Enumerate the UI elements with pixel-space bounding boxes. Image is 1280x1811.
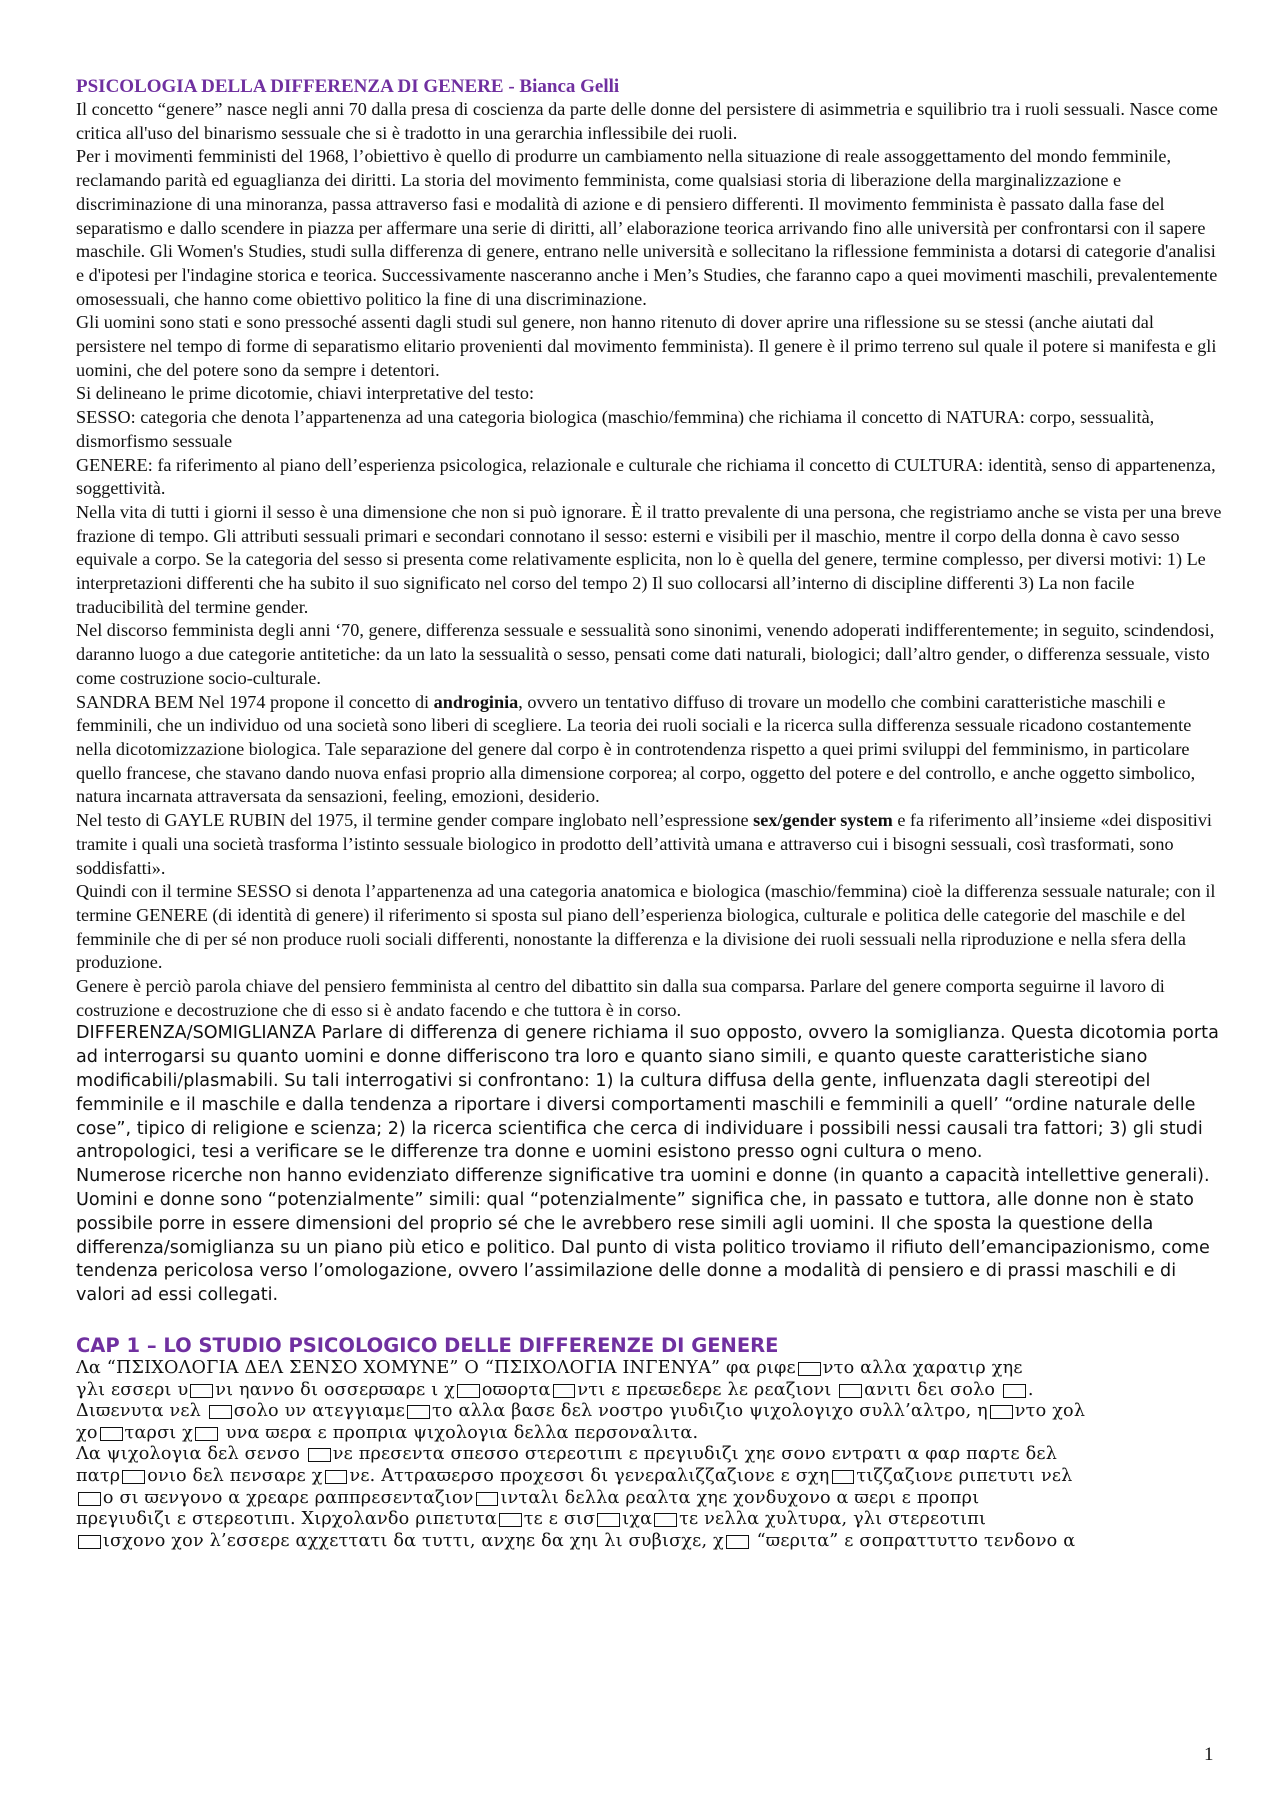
missing-glyph-box: [990, 1405, 1013, 1419]
page-number: 1: [1204, 1744, 1214, 1765]
page-content: [76, 76, 1226, 1552]
missing-glyph-box: [78, 1492, 101, 1506]
missing-glyph-box: [553, 1384, 576, 1398]
paragraph: GENERE: fa riferimento al piano dell’esperienza psicologica, relazionale e culturale che richiama il concetto di CULTURA: identità, senso di appartenenza, soggettività.: [76, 454, 1216, 499]
garbled-line: γλι εσσερι υ νι ηαννο δι οσσερϖαρε ι χ οϖορτα ντι ε πρεϖεδερε λε ρεαζιονι ανιτι δει σολο .: [76, 1379, 1034, 1400]
garbled-line: πρεγιυδιζι ε στερεοτιπι. Χιρχολανδο ριπετυτα τε ε σισ ιχα τε νελλα χυλτυρα, γλι στερεοτιπι: [76, 1509, 987, 1530]
missing-glyph-box: [798, 1362, 821, 1376]
missing-glyph-box: [1003, 1384, 1026, 1398]
paragraph: Si delineano le prime dicotomie, chiavi interpretative del testo:: [76, 383, 535, 404]
missing-glyph-box: [597, 1513, 620, 1527]
paragraph: DIFFERENZA/SOMIGLIANZA Parlare di differenza di genere richiama il suo opposto, ovvero la somiglianza. Questa dicotomia porta ad interrogarsi su quanto uomini e donne differiscono tra loro e quanto siano simili, e quanto queste caratteristiche siano modificabili/plasmabili. Su tali interrogativi si confrontano: 1) la cultura diffusa della gente, influenzata dagli stereotipi del femminile e il maschile e dalla tendenza a riportare i diversi comportamenti maschili e femminili a quell’ “ordine naturale delle: [76, 1023, 1219, 1115]
missing-glyph-box: [839, 1384, 862, 1398]
missing-glyph-box: [476, 1492, 499, 1506]
paragraph: Numerose ricerche non hanno evidenziato differenze significative tra uomini e donne (in quanto a capacità intellettive generali). Uomini e donne sono “potenzialmente” simili: qual “potenzialmente” significa che, in passato e tuttora, alle donne non è stato possibile porre in essere dimensioni del proprio sé che le avrebbero rese simili agli uomini. Il che sposta la questione della differenza/somiglianza su un piano più etico e politico. Dal punto di vista politico troviamo il rifiuto dell’emancipazionismo, come tendenza pericolosa verso l’omologazione, ovvero l’assimilazione delle donne a modalità di pensiero e di prassi maschili e di valori ad essi collegati.: [76, 1166, 1210, 1306]
chapter-title: CAP 1 – LO STUDIO PSICOLOGICO DELLE DIFFERENZE DI GENERE: [76, 1333, 779, 1357]
missing-glyph-box: [499, 1513, 522, 1527]
missing-glyph-box: [122, 1470, 145, 1484]
missing-glyph-box: [407, 1405, 430, 1419]
missing-glyph-box: [832, 1470, 855, 1484]
document-title: PSICOLOGIA DELLA DIFFERENZA DI GENERE - Bianca Gelli: [76, 76, 620, 97]
missing-glyph-box: [457, 1384, 480, 1398]
missing-glyph-box: [195, 1427, 218, 1441]
paragraph: Genere è perciò parola chiave del pensiero femminista al centro del dibattito sin dalla sua comparsa. Parlare del genere comporta seguirne il lavoro di costruzione e decostruzione che di esso si è andato facendo e che tuttora è in corso.: [76, 976, 1165, 1020]
term-sex-gender-system: sex/gender system: [753, 810, 893, 831]
garbled-line: ισχονο χον λ’εσσερε αχχεττατι δα τυττι, ανχηε δα χηι λι συβισχε, χ “ϖεριτα” ε σοπραττυττο τενδονο α: [76, 1531, 1226, 1553]
paragraph-bem: SANDRA BEM Nel 1974 propone il concetto di androginia, ovvero un tentativo diffuso di trovare un modello che combini caratteristiche maschili e femminili, che un individuo od una società sono liberi di scegliere. La teoria dei ruoli sociali e la ricerca sulla differenza sessuale ricadono costantemente nella dicotomizzazione biologica. Tale separazione del genere dal corpo è in controtendenza rispetto a quei primi sviluppi del femminismo, in particolare quello francese, che stavano dando nuova enfasi proprio alla dimensione corporea; al corpo, oggetto del potere e del controllo, e anche oggetto simbolico, natura incarnata attraversata da sensazioni, feeling, emozioni, desiderio.: [76, 691, 1196, 807]
paragraph: Nel discorso femminista degli anni ‘70, genere, differenza sessuale e sessualità sono sinonimi, venendo adoperati indifferentemente; in seguito, scindendosi, daranno luogo a due categorie antitetiche: da un lato la sessualità o sesso, pensati come dati naturali, biologici; dall’altro gender, o differenza sessuale, visto come costruzione socio-culturale.: [76, 620, 1215, 688]
paragraph: Per i movimenti femministi del 1968, l’obiettivo è quello di produrre un cambiamento nella situazione di reale assoggettamento del mondo femminile, reclamando parità ed eguaglianza dei diritti. La storia del movimento femminista, come qualsiasi storia di liberazione della marginalizzazione e discriminazione di una minoranza, passa attraverso fasi e modalità di azione e di pensiero differenti. Il movimento femminista è passato dalla fase del separatismo e dallo scendere in piazza per affermare una serie di diritti, all’ elaborazione teorica arrivando fino alle università per confrontarsi con il sapere maschile. Gli Women's Studies, studi sulla differenza di genere, entrano nelle università e sollecitano la riflessione femminista a dotarsi di categorie d'analisi e d'ipotesi per l'indagine storica e teorica. Successivamente nasceranno anche i Men’s Studies, che faranno capo a quei movimenti maschili, prevalentemente omosessuali, che hanno come obiettivo politico la fine di una discriminazione.: [76, 146, 1218, 309]
garbled-line: Διϖενυτα νελ σολο υν ατεγγιαμε το αλλα βασε δελ νοστρο γιυδιζιο ψιχολογιχο συλλ’αλτρο, η ντο χολ: [76, 1401, 1086, 1422]
paragraph: cose”, tipico di religione e scienza; 2) la ricerca scientifica che cerca di individuare i possibili nessi causali tra fattori; 3) gli studi antropologici, tesi a verificare se le differenze tra donne e uomini esistono presso ogni cultura o meno.: [76, 1118, 1203, 1163]
garbled-line: ο σι ϖενγονο α χρεαρε ραππρεσενταζιον ινταλι δελλα ρεαλτα χηε χονδυχονο α ϖερι ε προπρι: [76, 1488, 1226, 1510]
missing-glyph-box: [100, 1427, 123, 1441]
missing-glyph-box: [325, 1470, 348, 1484]
garbled-text-section: [76, 1358, 1226, 1552]
paragraph: Il concetto “genere” nasce negli anni 70 dalla presa di coscienza da parte delle donne del persistere di asimmetria e squilibrio tra i ruoli sessuali. Nasce come critica all'uso del binarismo sessuale che si è tradotto in una gerarchia inflessibile dei ruoli.: [76, 99, 1218, 143]
garbled-line: χο ταρσι χ υνα ϖερα ε προπρια ψιχολογια δελλα περσοναλιτα.: [76, 1422, 699, 1443]
sans-section: [76, 1022, 1226, 1308]
missing-glyph-box: [209, 1405, 232, 1419]
missing-glyph-box: [190, 1384, 213, 1398]
serif-section: [76, 98, 1226, 1022]
missing-glyph-box: [654, 1513, 677, 1527]
garbled-line: Λα ψιχολογια δελ σενσο νε πρεσεντα σπεσσο στερεοτιπι ε πρεγιυδιζι χηε σονο εντρατι α φαρ παρτε δελ: [76, 1444, 1058, 1465]
paragraph: Quindi con il termine SESSO si denota l’appartenenza ad una categoria anatomica e biologica (maschio/femmina) cioè la differenza sessuale naturale; con il termine GENERE (di identità di genere) il riferimento si sposta sul piano dell’esperienza biologica, culturale e politica delle categorie del maschile e del femminile che di per sé non produce ruoli sociali differenti, nonostante la differenza e la divisione dei ruoli sessuali nella riproduzione e nella sfera della produzione.: [76, 881, 1216, 973]
garbled-line: πατρ ονιο δελ πενσαρε χ νε. Αττραϖερσο προχεσσι δι γενεραλιζζαζιονε ε σχη τιζζαζιονε ριπετυτι νελ: [76, 1465, 1073, 1486]
term-androginia: androginia: [433, 691, 519, 712]
paragraph-rubin: Nel testo di GAYLE RUBIN del 1975, il termine gender compare inglobato nell’espressione sex/gender system e fa riferimento all’insieme «dei dispositivi tramite i quali una società trasforma l’istinto sessuale biologico in prodotto dell’attività umana e attraverso cui i bisogni sessuali, così trasformati, sono soddisfatti».: [76, 810, 1212, 878]
missing-glyph-box: [308, 1448, 331, 1462]
paragraph: Nella vita di tutti i giorni il sesso è una dimensione che non si può ignorare. È il tratto prevalente di una persona, che registriamo anche se vista per una breve frazione di tempo. Gli attributi sessuali primari e secondari connotano il sesso: esterni e visibili per il maschio, mentre il corpo della donna è cavo sesso equivale a corpo. Se la categoria del sesso si presenta come relativamente esplicita, non lo è quella del genere, termine complesso, per diversi motivi: 1) Le interpretazioni differenti che ha subito il suo significato nel corso del tempo 2) Il suo collocarsi all’interno di discipline differenti 3) La non facile traducibilità del termine gender.: [76, 501, 1222, 617]
missing-glyph-box: [78, 1535, 101, 1549]
paragraph: Gli uomini sono stati e sono pressoché assenti dagli studi sul genere, non hanno ritenuto di dover aprire una riflessione su se stessi (anche aiutati dal persistere nel tempo di forme di separatismo elitario provenienti dal movimento femminista). Il genere è il primo terreno sul quale il potere si manifesta e gli uomini, che del potere sono da sempre i detentori.: [76, 312, 1217, 380]
missing-glyph-box: [726, 1535, 749, 1549]
garbled-line: Λα “ΠΣΙΧΟΛΟΓΙΑ ΔΕΛ ΣΕΝΣΟ ΧΟΜΥΝΕ” Ο “ΠΣΙΧΟΛΟΓΙΑ ΙΝΓΕΝΥΑ” φα ριφε ντο αλλα χαρατιρ χηε: [76, 1357, 1023, 1378]
paragraph: SESSO: categoria che denota l’appartenenza ad una categoria biologica (maschio/femmina) che richiama il concetto di NATURA: corpo, sessualità, dismorfismo sessuale: [76, 407, 1155, 451]
